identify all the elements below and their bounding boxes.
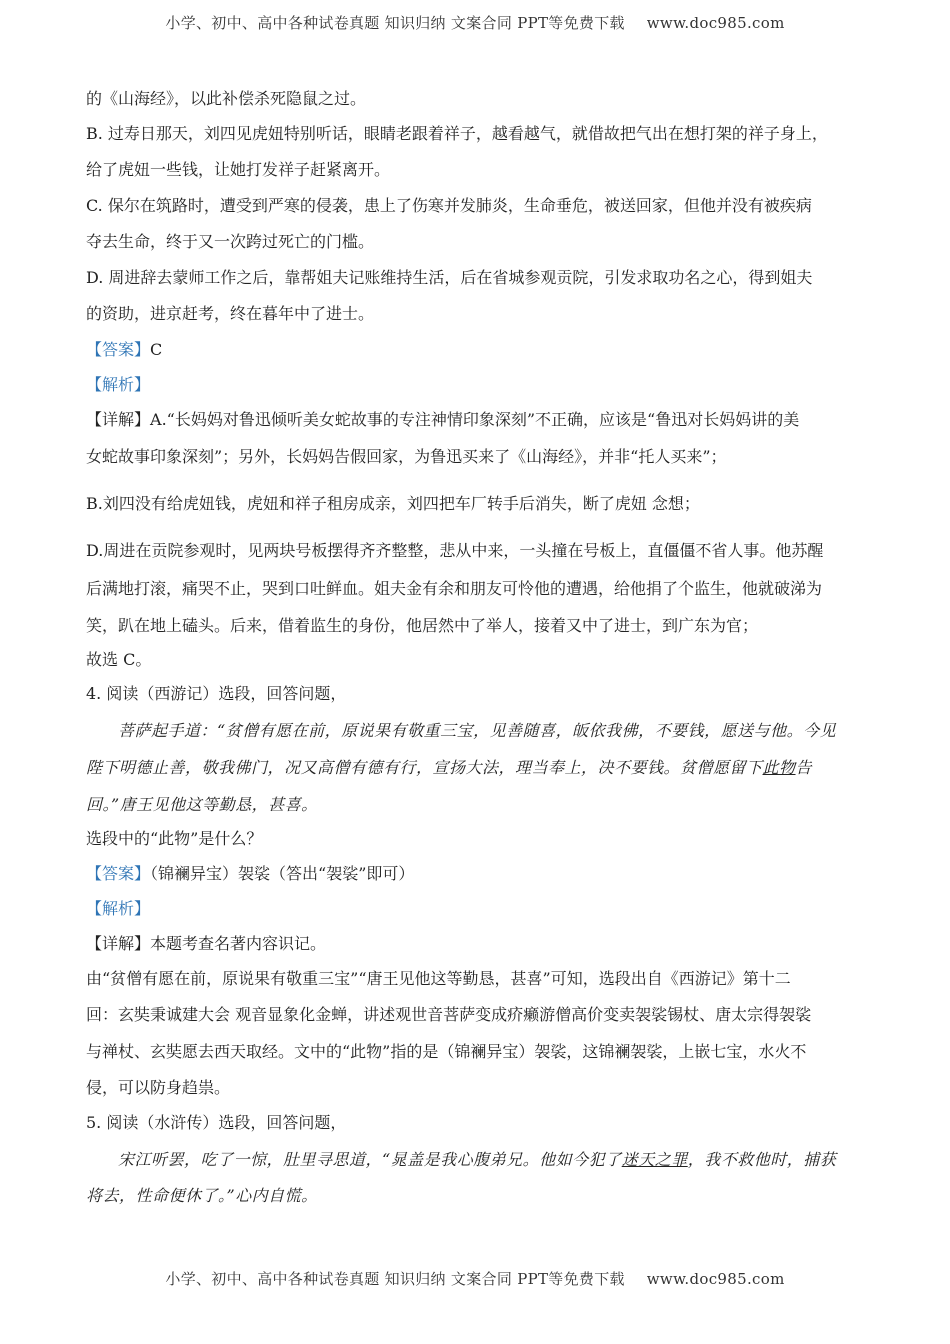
q5-passage-line-2: 将去，性命便休了。”心内自慌。 xyxy=(86,1186,318,1205)
detail-1-line-1 xyxy=(86,410,866,430)
answer-value: （锦襕异宝）袈裟（答出“袈裟”即可） xyxy=(150,864,415,883)
q4-underlined-phrase: 此物 xyxy=(762,758,796,777)
option-d-line-2: 的资助，进京赶考，终在暮年中了进士。 xyxy=(86,304,375,323)
detail-2-line-1 xyxy=(86,934,866,954)
detail-2-line-4: 与禅杖、玄奘愿去西天取经。文中的“此物”指的是（锦襕异宝）袈裟，这锦襕袈裟，上嵌七宝，水火不 xyxy=(86,1042,807,1061)
page-footer xyxy=(0,1268,950,1289)
analysis-tag-2: 【解析】 xyxy=(86,899,151,918)
answer-value: C xyxy=(150,340,163,359)
detail-2-line-5: 侵，可以防身趋祟。 xyxy=(86,1078,231,1097)
detail-tag: 【详解】 xyxy=(86,934,151,953)
q5-passage-end: ，我不救他时，捕获 xyxy=(687,1150,837,1169)
q5-underlined-phrase: 迷天之罪 xyxy=(621,1150,688,1169)
q4-question: 选段中的“此物”是什么？ xyxy=(86,829,263,848)
detail-1-line-6: 笑，趴在地上磕头。后来，借着监生的身份，他居然中了举人，接着又中了进士，到广东为官； xyxy=(86,616,759,635)
q5-passage-text: 宋江听罢，吃了一惊，肚里寻思道，“晁盖是我心腹弟兄。他如今犯了 xyxy=(118,1150,622,1169)
detail-1-line-2: 女蛇故事印象深刻”；另外，长妈妈告假回家，为鲁迅买来了《山海经》，并非“托人买来”； xyxy=(86,447,727,466)
question-4: 4. 阅读（西游记）选段，回答问题， xyxy=(86,684,347,703)
answer-tag: 【答案】 xyxy=(86,340,151,359)
page-header xyxy=(0,12,950,33)
header-site-link[interactable]: www.doc985.com xyxy=(646,14,785,32)
q4-passage-text: 陛下明德止善，敬我佛门，况又高僧有德有行，宣扬大法，理当奉上，决不要钱。贫僧愿留下 xyxy=(86,758,763,777)
q4-passage-line-3: 回。”唐王见他这等勤恳，甚喜。 xyxy=(86,795,318,814)
detail-1-line-3: B.刘四没有给虎妞钱，虎妞和祥子租房成亲，刘四把车厂转手后消失，断了虎妞 念想； xyxy=(86,494,700,513)
option-a-continuation: 的《山海经》，以此补偿杀死隐鼠之过。 xyxy=(86,89,367,108)
option-c-line-1: C. 保尔在筑路时，遭受到严寒的侵袭，患上了伤寒并发肺炎，生命垂危，被送回家，但他并没有被疾病 xyxy=(86,196,812,215)
option-c-line-2: 夺去生命，终于又一次跨过死亡的门槛。 xyxy=(86,232,375,251)
detail-text: 本题考查名著内容识记。 xyxy=(150,934,327,953)
option-b-line-1: B. 过寿日那天，刘四见虎妞特别听话，眼睛老跟着祥子，越看越气，就借故把气出在想打架的祥子身上， xyxy=(86,124,828,143)
option-b-line-2: 给了虎妞一些钱，让她打发祥子赶紧离开。 xyxy=(86,160,391,179)
question-5: 5. 阅读（水浒传）选段，回答问题， xyxy=(86,1113,347,1132)
q4-passage-end: 告 xyxy=(795,758,813,777)
analysis-tag-1: 【解析】 xyxy=(86,375,151,394)
footer-site-link[interactable]: www.doc985.com xyxy=(646,1270,785,1288)
detail-1-line-7: 故选 C。 xyxy=(86,650,152,669)
q4-passage-line-1: 菩萨起手道：“贫僧有愿在前，原说果有敬重三宝，见善随喜，皈依我佛，不要钱，愿送与他。今见 xyxy=(118,721,837,740)
detail-text: A.“长妈妈对鲁迅倾听美女蛇故事的专注神情印象深刻”不正确，应该是“鲁迅对长妈妈讲的美 xyxy=(150,410,800,429)
answer-1 xyxy=(86,340,866,360)
detail-1-line-4: D.周进在贡院参观时，见两块号板摆得齐齐整整，悲从中来，一头撞在号板上，直僵僵不省人事。他苏醒 xyxy=(86,541,824,560)
detail-2-line-3: 回：玄奘秉诚建大会 观音显象化金蝉，讲述观世音菩萨变成疥癞游僧高价变卖袈裟锡杖、唐太宗得袈裟 xyxy=(86,1005,812,1024)
answer-tag: 【答案】 xyxy=(86,864,151,883)
q4-passage-line-2 xyxy=(86,758,866,778)
detail-tag: 【详解】 xyxy=(86,410,151,429)
detail-1-line-5: 后满地打滚，痛哭不止，哭到口吐鲜血。姐夫金有余和朋友可怜他的遭遇，给他捐了个监生，他就破涕为 xyxy=(86,579,823,598)
option-d-line-1: D. 周进辞去蒙师工作之后，靠帮姐夫记账维持生活，后在省城参观贡院，引发求取功名之心，得到姐夫 xyxy=(86,268,813,287)
detail-2-line-2: 由“贫僧有愿在前，原说果有敬重三宝”“唐王见他这等勤恳，甚喜”可知，选段出自《西游记》第十二 xyxy=(86,969,791,988)
answer-2 xyxy=(86,864,866,884)
q5-passage-line-1 xyxy=(118,1150,868,1170)
footer-text: 小学、初中、高中各种试卷真题 知识归纳 文案合同 PPT等免费下载 xyxy=(165,1270,625,1288)
header-text: 小学、初中、高中各种试卷真题 知识归纳 文案合同 PPT等免费下载 xyxy=(165,14,625,32)
